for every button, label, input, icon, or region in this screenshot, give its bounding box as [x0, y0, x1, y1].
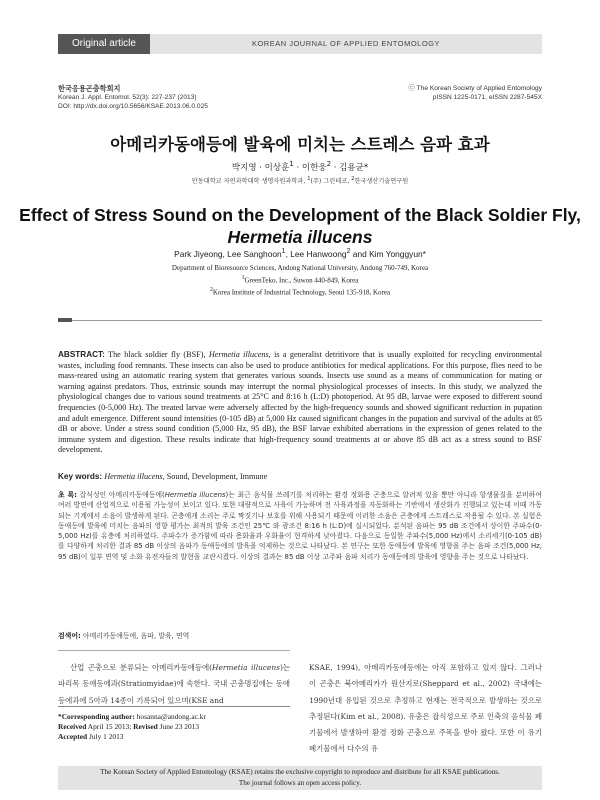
doi-link[interactable]: DOI: http://dx.doi.org/10.5656/KSAE.2013.06.0.025 [58, 103, 208, 110]
affiliation-korean: 안동대학교 자연과학대학 생명자원과학과, $^1$(주) 그린테코, $^2$한국생산기술연구원 [191, 176, 409, 186]
footnote-rule [58, 706, 290, 707]
title-english: Effect of Stress Sound on the Development of the Black Soldier Fly, Hermetia illucens [19, 205, 581, 247]
section-divider-line [72, 320, 542, 321]
issn: pISSN 1225-0171, eISSN 2287-545X [432, 94, 542, 101]
korean-keywords: 검색어: 아메리카동애등에, 음파, 발육, 면역 [58, 632, 190, 640]
copyright-issn-block [408, 84, 542, 102]
authors-english: Park Jiyeong, Lee Sanghoon$^1$, Lee Hanwoong$^2$ and Kim Yonggyun* [174, 248, 426, 259]
korean-abstract: 초 록: 잡식성인 아메리카동애등에(Hermetia illucens)는 최근 음식물 쓰레기를 처리하는 환경 정화용 곤충으로 알려져 있을 뿐만 아니라 항생물질을 분비하여 여러 방면에 산업적으로 이용될 가능성이 보이고 있다. 또한 대량적으로 사육이 가능하며 전 사육과정을 자동화하는 기반에서 생산화가 진행되고 있는데 이때 가동되는 기계에서 소음이 발생하게 된다. 곤충에게 소리는 주로 짝짓기나 보호를 위해 사용되기 때문에 이러한 소음은 곤충에게 스트레스로 작용될 수 있다. 본 실험은 동애등에 발육에 미치는 음파의 영향 평가는 최적의 발육 조건인 25℃ 와 광조건 8:16 h (L:D)에 실시되었다. 분석된 음파는 95 dB 조건에서 상이한 주파수(0-5,000 Hz)를 유충에 처리하였다. 주파수가 증가함에 따라 용화율과 우화율이 현격하게 낮아졌다. 다음으로 동일한 주파수(5,000 Hz)에서 소리세기(0-105 dB)를 다양하게 처리한 결과 85 dB 이상의 음파가 동애등에의 발육을 억제하는 것으로 나타났다. 본 연구는 또한 동애등에 발육에 영향을 주는 음파 조건(5,000 Hz, 95 dB)이 일부 면역 및 소화 유전자들의 발현을 교란시켰다. 이상의 결과는 85 dB 이상 고주파 음파 처리가 동애등에의 발육에 영향을 주는 것으로 나타났다. [58, 491, 542, 561]
abstract: ABSTRACT: The black soldier fly (BSF), Hermetia illucens, is a generalist detritivore that is usually exploited for recycling environmental wastes, including food remnants. These insects can also be used to produce antibiotics for medical applications. For this purpose, flies need to be mass-reared using an automatic rearing system that generates various sounds. Insects use sound as a means of communication for mating or warning against predators. Thus, extrinsic sounds may interrupt the normal physiological processes of insects. In this study, we analyzed the physiological changes due to various sound treatments at 25°C and 8:16 h (L:D) photoperiod. At 95 dB, larvae were exposed to different sound frequencies (0-5,000 Hz). The treated larvae were adversely affected by the high-frequency sounds and showed significant reduction in pupation and adult emergence. Different sound intensities (0-105 dB) at 5,000 Hz caused significant changes in the pupation and survival of the adults at 85 dB or above. Under a stress sound condition (5,000 Hz, 95 dB), the BSF larvae exhibited aberrations in the expression of genes related to the immune system and digestion. These results indicate that high-frequency sound treatments at or above 85 dB act as a stress sound to BSF development. [58, 350, 542, 455]
journal-name: KOREAN JOURNAL OF APPLIED ENTOMOLOGY [251, 39, 441, 48]
section-divider-block [58, 318, 72, 322]
corresponding-email[interactable]: hosanna@andong.ac.kr [134, 712, 206, 721]
affiliations-english: Department of Bioresource Sciences, Andong National University, Andong 760-749, Korea $^1$GreenTeko, Inc., Suwon 440-849, Korea $^2$Korea Institute of Industrial Technology, Seoul 135-918, Korea [171, 264, 429, 296]
body-text-left: 산업 곤충으로 분류되는 아메리카동애등에(Hermetia illucens)는 파리목 동애등에과(Stratiomyidae)에 속한다. 국내 곤충명집에는 동애등에과에 5아과 14종이 기록되어 있으며(KSE and [58, 663, 290, 705]
body-text-right: KSAE, 1994), 아메리카동애등에는 아직 포함하고 있지 않다. 그러나 이 곤충은 북아메리카가 원산지로(Sheppard et al., 2002) 국내에는 1990년대 유입된 것으로 추정하고 현재는 전국적으로 발생하는 것으로 추정된다(Kim et al., 2008). 유충은 잡식성으로 주로 인축의 음식물 폐기물에서 발생하여 환경 정화 곤충으로 주목을 받아 왔다. 또한 이 유기 폐기물에서 다수의 유 [309, 663, 542, 754]
journal-korean-name: 한국응용곤충학회지 [58, 84, 121, 93]
footnote: *Corresponding author: hosanna@andong.ac.kr Received April 15 2013; Revised June 23 2013 Accepted July 1 2013 [58, 712, 206, 742]
title-korean: 아메리카동애등에 발육에 미치는 스트레스 음파 효과 [110, 135, 490, 154]
authors-korean: 박지영 · 이상훈$^1$ · 이한웅$^2$ · 김용균* [231, 159, 369, 173]
column-rule [58, 650, 290, 651]
article-type-label: Original article [58, 34, 150, 54]
society-copyright: ⓒ The Korean Society of Applied Entomology [408, 85, 542, 92]
citation: Korean J. Appl. Entomol. 52(3): 227-237 (2013) [58, 94, 197, 101]
citation-block [58, 84, 208, 111]
keywords: Key words: Hermetia illucens, Sound, Development, Immune [58, 472, 268, 481]
copyright-text: The Korean Society of Applied Entomology (KSAE) retains the exclusive copyright to reproduce and distribute for all KSAE publications. The journal follows an open access policy. [100, 768, 500, 787]
